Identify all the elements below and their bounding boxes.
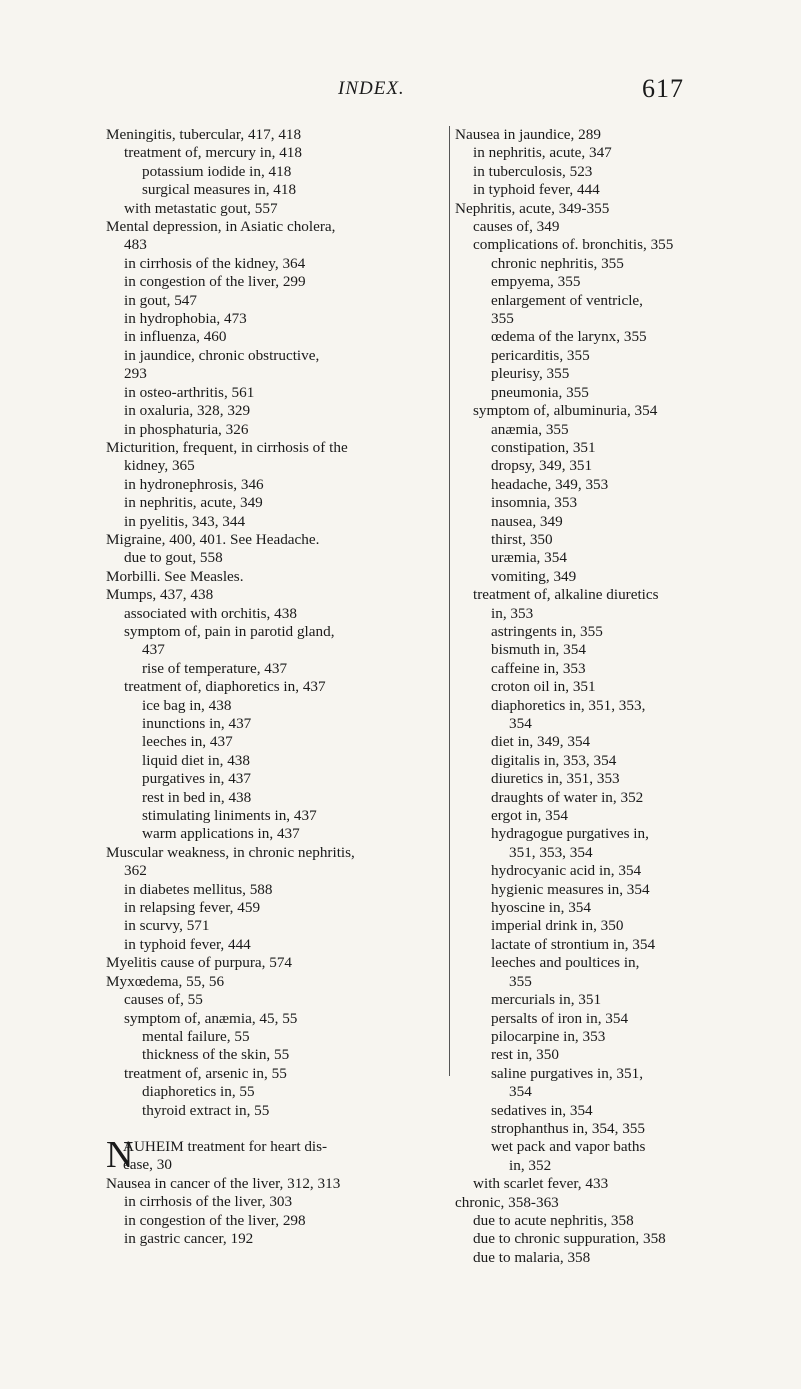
- index-entry: vomiting, 349: [491, 567, 577, 585]
- index-entry: saline purgatives in, 351,: [491, 1064, 643, 1082]
- index-entry: due to chronic suppuration, 358: [473, 1230, 666, 1248]
- index-entry: nausea, 349: [491, 512, 563, 530]
- index-entry: 362: [124, 862, 147, 880]
- index-entry: Meningitis, tubercular, 417, 418: [106, 126, 302, 143]
- index-entry: in hydrophobia, 473: [124, 310, 247, 328]
- index-entry: 354: [509, 715, 532, 732]
- index-entry: in nephritis, acute, 347: [473, 144, 612, 162]
- index-entry: strophanthus in, 354, 355: [491, 1119, 645, 1137]
- index-entry: ergot in, 354: [491, 807, 568, 825]
- index-entry: pericarditis, 355: [491, 346, 590, 364]
- index-entry-text: AUHEIM treatment for heart dis-: [123, 1137, 328, 1155]
- index-entry: in hydronephrosis, 346: [124, 475, 264, 493]
- running-title: INDEX.: [338, 78, 405, 99]
- page-number: 617: [642, 74, 684, 103]
- index-entry: surgical measures in, 418: [142, 181, 297, 199]
- index-entry: enlargement of ventricle,: [491, 291, 643, 309]
- index-entry: potassium iodide in, 418: [142, 162, 292, 180]
- index-entry: thickness of the skin, 55: [142, 1046, 290, 1064]
- index-entry: 293: [124, 365, 147, 383]
- index-entry: caffeine in, 353: [491, 659, 586, 677]
- index-entry: with scarlet fever, 433: [473, 1175, 609, 1193]
- index-entry: lactate of strontium in, 354: [491, 935, 656, 953]
- index-entry: causes of, 55: [124, 991, 203, 1009]
- index-entry: symptom of, albuminuria, 354: [473, 402, 658, 420]
- index-entry: Myelitis cause of purpura, 574: [106, 954, 293, 972]
- index-entry: croton oil in, 351: [491, 678, 596, 696]
- index-entry: symptom of, anæmia, 45, 55: [124, 1009, 298, 1027]
- index-entry: in typhoid fever, 444: [124, 935, 251, 953]
- index-entry: mercurials in, 351: [491, 991, 602, 1009]
- index-entry: anæmia, 355: [491, 420, 569, 438]
- index-entry: in gastric cancer, 192: [124, 1229, 254, 1247]
- index-entry: persalts of iron in, 354: [491, 1009, 629, 1027]
- index-entry: pilocarpine in, 353: [491, 1027, 606, 1045]
- index-entry: stimulating liniments in, 437: [142, 807, 317, 825]
- index-entry: thirst, 350: [491, 530, 553, 548]
- index-entry: dropsy, 349, 351: [491, 457, 593, 475]
- index-entry: in nephritis, acute, 349: [124, 494, 263, 512]
- index-entry: ice bag in, 438: [142, 696, 232, 714]
- index-entry: wet pack and vapor baths: [491, 1138, 646, 1156]
- index-entry: Nausea in cancer of the liver, 312, 313: [106, 1174, 341, 1192]
- index-entry: œdema of the larynx, 355: [491, 328, 647, 346]
- index-entry: rest in, 350: [491, 1046, 559, 1064]
- index-entry: Nephritis, acute, 349-355: [455, 199, 610, 217]
- index-entry: uræmia, 354: [491, 549, 567, 567]
- index-entry: Myxœdema, 55, 56: [106, 972, 225, 990]
- index-entry: pleurisy, 355: [491, 365, 570, 383]
- index-entry: thyroid extract in, 55: [142, 1101, 270, 1119]
- index-entry: in scurvy, 571: [124, 917, 210, 935]
- index-entry: leeches in, 437: [142, 733, 233, 751]
- index-entry: due to acute nephritis, 358: [473, 1211, 634, 1229]
- index-entry: with metastatic gout, 557: [124, 199, 278, 217]
- index-entry: in phosphaturia, 326: [124, 420, 249, 438]
- index-entry: pneumonia, 355: [491, 383, 589, 401]
- index-entry: due to gout, 558: [124, 549, 223, 567]
- index-entry: 351, 353, 354: [509, 843, 593, 861]
- index-entry: in jaundice, chronic obstructive,: [124, 346, 320, 364]
- index-entry: digitalis in, 353, 354: [491, 751, 617, 769]
- index-entry: in oxaluria, 328, 329: [124, 402, 251, 420]
- index-entry: associated with orchitis, 438: [124, 604, 297, 622]
- index-entry: headache, 349, 353: [491, 475, 609, 493]
- index-entry: insomnia, 353: [491, 494, 578, 512]
- index-entry: in pyelitis, 343, 344: [124, 512, 246, 530]
- index-entry: diuretics in, 351, 353: [491, 770, 620, 788]
- index-entry: inunctions in, 437: [142, 715, 252, 732]
- index-entry: in, 353: [491, 604, 534, 622]
- index-entry: in tuberculosis, 523: [473, 162, 593, 180]
- index-entry: chronic, 358-363: [455, 1193, 559, 1211]
- index-entry: astringents in, 355: [491, 622, 603, 640]
- index-entry: Mental depression, in Asiatic cholera,: [106, 218, 336, 236]
- index-entry: diaphoretics in, 55: [142, 1083, 255, 1101]
- index-entry-nauheim: [106, 1133, 436, 1176]
- index-entry: hyoscine in, 354: [491, 899, 591, 917]
- index-entry: hydragogue purgatives in,: [491, 825, 649, 843]
- drop-cap-initial: N: [106, 1133, 134, 1176]
- index-entry: treatment of, alkaline diuretics: [473, 586, 659, 604]
- index-entry: causes of, 349: [473, 218, 560, 236]
- index-column-left: [106, 126, 436, 1248]
- index-entry: 437: [142, 641, 165, 659]
- index-entry: constipation, 351: [491, 438, 596, 456]
- index-entry: in, 352: [509, 1156, 552, 1174]
- index-entry: 355: [491, 310, 514, 328]
- index-entry: empyema, 355: [491, 273, 581, 291]
- index-entry: diet in, 349, 354: [491, 733, 591, 751]
- index-entry: Nausea in jaundice, 289: [455, 126, 601, 143]
- index-entry: in cirrhosis of the liver, 303: [124, 1193, 293, 1211]
- column-divider: [449, 126, 450, 1076]
- index-entry: liquid diet in, 438: [142, 751, 250, 769]
- index-entry: warm applications in, 437: [142, 825, 300, 843]
- index-entry: chronic nephritis, 355: [491, 254, 624, 272]
- index-entry: Micturition, frequent, in cirrhosis of the: [106, 438, 348, 456]
- index-entry: imperial drink in, 350: [491, 917, 624, 935]
- index-entry: leeches and poultices in,: [491, 954, 640, 972]
- index-entry: in diabetes mellitus, 588: [124, 880, 273, 898]
- index-entry: hydrocyanic acid in, 354: [491, 862, 642, 880]
- index-entry: in gout, 547: [124, 291, 197, 309]
- index-entry: symptom of, pain in parotid gland,: [124, 622, 335, 640]
- index-entry: 355: [509, 972, 532, 990]
- index-entry: in cirrhosis of the kidney, 364: [124, 254, 306, 272]
- index-entry: mental failure, 55: [142, 1027, 250, 1045]
- index-column-right: [455, 126, 800, 1267]
- index-entry: rest in bed in, 438: [142, 788, 252, 806]
- index-entry: purgatives in, 437: [142, 770, 251, 788]
- index-entry: treatment of, arsenic in, 55: [124, 1064, 287, 1082]
- index-entry: sedatives in, 354: [491, 1101, 593, 1119]
- index-entry: hygienic measures in, 354: [491, 880, 650, 898]
- section-gap: [106, 1120, 436, 1138]
- index-entry: treatment of, mercury in, 418: [124, 144, 302, 162]
- page-header: [0, 72, 801, 112]
- index-entry: complications of. bronchitis, 355: [473, 236, 674, 254]
- index-entry: 483: [124, 236, 147, 254]
- index-entry: in influenza, 460: [124, 328, 227, 346]
- index-entry: in osteo-arthritis, 561: [124, 383, 255, 401]
- index-entry: 354: [509, 1083, 532, 1101]
- index-entry: rise of temperature, 437: [142, 659, 288, 677]
- index-entry: diaphoretics in, 351, 353,: [491, 696, 646, 714]
- index-entry: in congestion of the liver, 298: [124, 1211, 306, 1229]
- index-entry: bismuth in, 354: [491, 641, 586, 659]
- index-entry: due to malaria, 358: [473, 1248, 591, 1266]
- index-entry: Migraine, 400, 401. See Headache.: [106, 530, 320, 548]
- index-entry: kidney, 365: [124, 457, 195, 475]
- index-entry: in relapsing fever, 459: [124, 899, 261, 917]
- index-entry-text: ease, 30: [123, 1156, 172, 1174]
- index-entry: draughts of water in, 352: [491, 788, 644, 806]
- index-entry: in congestion of the liver, 299: [124, 273, 306, 291]
- index-entry: in typhoid fever, 444: [473, 181, 600, 199]
- index-entry: treatment of, diaphoretics in, 437: [124, 678, 326, 696]
- index-entry: Morbilli. See Measles.: [106, 567, 244, 585]
- index-entry: Muscular weakness, in chronic nephritis,: [106, 843, 355, 861]
- index-entry: Mumps, 437, 438: [106, 586, 214, 604]
